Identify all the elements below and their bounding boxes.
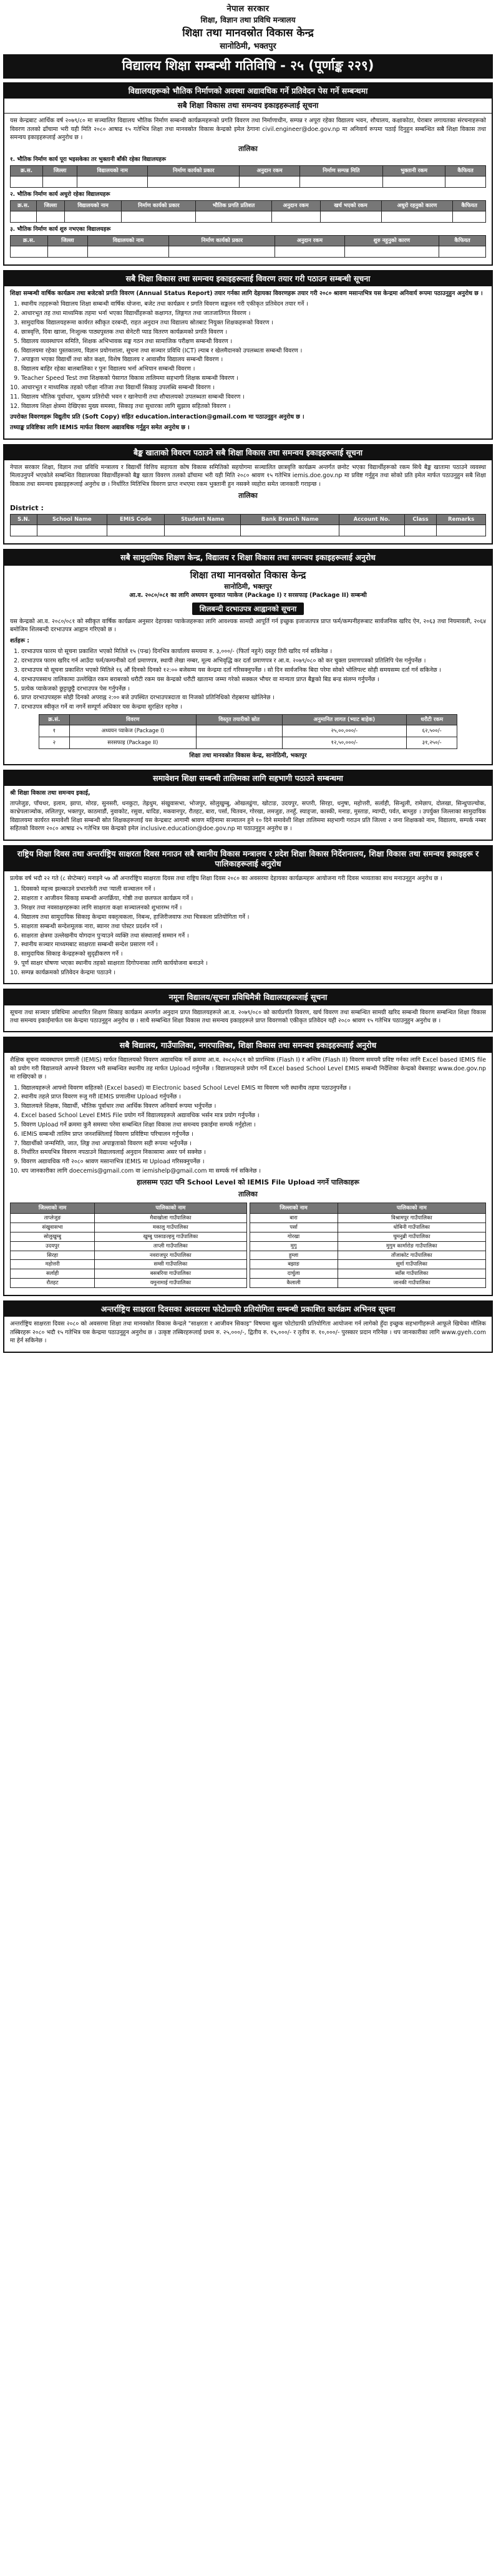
list-item: 10. थप जानकारीका लागि doecemis@gmail.com वा iemishelp@gmail.com मा सम्पर्क गर्न सकिनेछ । — [21, 1167, 486, 1175]
section-paragraph: सूचना तथा सञ्चार प्रविधिमा आधारित शिक्षण सिकाइ कार्यक्रम अन्तर्गत अनुदान प्राप्त विद्यालयहरूले आ.व. २०७९/०८० को कार्यप्रगति विवरण, खर्च विवरण तथा सम्बन्धित सामग्री खरिद सम्बन्धी विवरण सम्बन्धित शिक्षा विकास तथा समन्वय इकाईमार्फत यस केन्द्रमा पठाउनुहुन अनुरोध छ । साथै सम्बन्धित शिक्षा विकास तथा समन्वय इकाइहरूले प्राप्त विवरणको एकीकृत प्रतिवेदन यही २०८० श्रावण १५ गतेभित्र पठाउनुहुन अनुरोध छ । — [10, 1009, 486, 1024]
palika-tables — [10, 1201, 486, 1292]
list-item: 3. सामुदायिक विद्यालयहरूमा कार्यरत स्वीकृत दरबन्दी, राहत अनुदान तथा विद्यालय स्रोतबाट नियुक्त शिक्षकहरूको विवरण । — [21, 319, 486, 327]
table-row — [11, 1279, 247, 1288]
table-row — [11, 211, 486, 222]
th: शुरु नहुनुको कारण — [344, 235, 439, 246]
th: Remarks — [437, 515, 486, 525]
section-title: सबै विद्यालय, गाउँपालिका, नगरपालिका, शिक्षा विकास तथा समन्वय इकाइहरूलाई अनुरोध — [4, 1038, 492, 1053]
th: Student Name — [165, 515, 241, 525]
cell: बसबरिया गाउँपालिका — [95, 1269, 246, 1279]
section-paragraph: अन्तर्राष्ट्रिय साक्षरता दिवस २०८० को अवसरमा शिक्षा तथा मानवस्रोत विकास केन्द्रले "साक्षरता र आजीवन सिकाइ" विषयमा खुला फोटोग्राफी प्रतियोगिता आयोजना गर्न लागेको हुँदा इच्छुक सहभागीहरूले आफूले खिचेका मौलिक तस्बिरहरू २०८० भदौ १५ गतेभित्र यस केन्द्रमा पठाउनुहुन अनुरोध छ । उत्कृष्ट तस्बिरहरूलाई प्रथम रु. २५,०००/-, द्वितीय रु. १५,०००/- र तृतीय रु. १०,०००/- पुरस्कार प्रदान गरिनेछ । थप जानकारीका लागि www.gyeh.com मा हेर्न सकिनेछ । — [10, 1320, 486, 1345]
table-row — [11, 525, 486, 536]
th: धरौटी रकम — [407, 714, 457, 725]
th: विवरण — [69, 714, 196, 725]
cell: ३१,२५०/- — [407, 737, 457, 748]
th: जिल्ला — [43, 165, 77, 176]
table-caption: २. भौतिक निर्माण कार्य अधुरो रहेका विद्यालयहरू — [10, 191, 110, 198]
gov-line-2: शिक्षा, विज्ञान तथा प्रविधि मन्त्रालय — [200, 16, 296, 25]
th: जिल्ला — [48, 235, 88, 246]
section-paragraph: यस केन्द्रबाट आर्थिक वर्ष २०७९/८० मा सञ्चालित विद्यालय भौतिक निर्माण सम्बन्धी कार्यक्रमहरूको प्रगति विवरण तथा निर्माणाधीन, सम्पन्न र अपूरा रहेका विद्यालय भवन, शौचालय, कक्षाकोठा, घेराबार लगायतका संरचनाहरूको विवरण तलको ढाँचामा भरी यही मिति २०८० आषाढ १५ गतेभित्र शिक्षा तथा मानवस्रोत विकास केन्द्रको इमेल ठेगाना civil.engineer@doe.gov.np मा अनिवार्य रूपमा पठाई दिनुहुन सम्बन्धित सबै शिक्षा विकास तथा समन्वय इकाइहरूलाई अनुरोध छ । — [10, 117, 486, 141]
th: निर्माण सम्पन्न मिति — [299, 165, 382, 176]
section-title: विद्यालयहरूको भौतिक निर्माणको अवस्था अद्यावधिक गर्ने प्रतिवेदन पेस गर्ने सम्बन्धमा — [4, 84, 492, 99]
th: EMIS Code — [107, 515, 165, 525]
cell: ६२,५००/- — [407, 725, 457, 737]
list-item: 1. दरभाउपत्र फारम यो सूचना प्रकाशित भएको मितिले १५ (पन्ध्र) दिनभित्र कार्यालय समयमा रु. ३,०००/- (फिर्ता नहुने) दस्तुर तिरी खरिद गर्न सकिनेछ । — [21, 647, 486, 656]
list-item: 6. साक्षरता क्षेत्रमा उल्लेखनीय योगदान पुर्‍याउने व्यक्ति तथा संस्थालाई सम्मान गर्ने । — [21, 932, 486, 940]
table-incomplete — [10, 200, 486, 223]
page — [3, 0, 493, 1353]
district-label: District : — [10, 503, 44, 512]
list-item: 2. दरभाउपत्र फारम खरिद गर्न आउँदा फर्म/कम्पनीको दर्ता प्रमाणपत्र, स्थायी लेखा नम्बर, मूल्य अभिवृद्धि कर दर्ता प्रमाणपत्र र आ.व. २०७९/०८० को कर चुक्ता प्रमाणपत्रको प्रतिलिपि पेस गर्नुपर्नेछ । — [21, 657, 486, 665]
table-header-row — [11, 200, 486, 211]
inner-subtitle: सानोठिमी, भक्तपुर — [224, 582, 272, 591]
th: पालिकाको नाम — [95, 1203, 246, 1213]
item-list — [10, 300, 486, 410]
section-literacy-day — [3, 845, 493, 985]
section-subtitle: श्री शिक्षा विकास तथा समन्वय इकाई, — [10, 789, 90, 797]
list-item: 5. विद्यालय व्यवस्थापन समिति, शिक्षक अभिभावक सङ्घ गठन तथा सामाजिक परीक्षण सम्बन्धी विवरण । — [21, 337, 486, 346]
cell: संखुवासभा — [11, 1223, 95, 1232]
cell: १२,५०,०००/- — [282, 737, 407, 748]
cell: नवराजपुर गाउँपालिका — [95, 1251, 246, 1260]
section-title: नमूना विद्यालय/सूचना प्रविधिमैत्री विद्यालयहरूलाई सूचना — [4, 990, 492, 1005]
cell: सोलुखुम्बु — [11, 1232, 95, 1241]
th: क्र.स. — [11, 235, 48, 246]
palika-table-left — [10, 1203, 247, 1289]
list-item: 5. विवरण Upload गर्ने क्रममा कुनै समस्या परेमा सम्बन्धित शिक्षा विकास तथा समन्वय इकाईमा सम्पर्क गर्नुहोला । — [21, 1121, 486, 1129]
section-inclusive-training — [3, 770, 493, 841]
list-item: 4. Excel based School Level EMIS File प्रयोग गर्ने विद्यालयहरूले अद्यावधिक भर्सन मात्र प्रयोग गर्नुपर्नेछ । — [21, 1111, 486, 1120]
table-header-row — [11, 1203, 247, 1213]
th: अधुरो रहनुको कारण — [381, 200, 453, 211]
table-row — [250, 1241, 486, 1251]
th: खर्च भएको रकम — [320, 200, 381, 211]
section-title: समावेशन शिक्षा सम्बन्धी तालिमका लागि सहभागी पठाउने सम्बन्धमा — [4, 771, 492, 786]
th: विद्यालयको नाम — [77, 165, 148, 176]
cell: सूर्मा गाउँपालिका — [338, 1260, 485, 1269]
cell: मैवाखोला गाउँपालिका — [95, 1213, 246, 1223]
main-banner: विद्यालय शिक्षा सम्बन्धी गतिविधि - २५ (पूर्णाङ्क २२९) — [3, 54, 493, 79]
table-row — [250, 1232, 486, 1241]
bank-table — [10, 514, 486, 536]
section-intro: यस केन्द्रको आ.व. २०८०/०८१ को स्वीकृत वार्षिक कार्यक्रम अनुसार देहायका प्याकेजहरूका लागि आवश्यक सामग्री आपूर्ति गर्न इच्छुक इजाजतपत्र प्राप्त फर्म/कम्पनीहरूबाट सार्वजनिक खरिद ऐन, २०६३ तथा नियमावली, २०६४ बमोजिम शिलबन्दी दरभाउपत्र आह्वान गरिएको छ । — [10, 618, 486, 634]
table-row — [11, 1213, 247, 1223]
table-caption: ३. भौतिक निर्माण कार्य शुरु नभएका विद्यालयहरू — [10, 226, 111, 233]
list-item: 1. दिवसको महत्त्व झल्काउने प्रभातफेरी तथा र्‍याली सञ्चालन गर्ने । — [21, 885, 486, 893]
cell: अध्ययन प्याकेज (Package I) — [69, 725, 196, 737]
table-row — [11, 1241, 247, 1251]
cell: खुम्बु पासाङल्हमु गाउँपालिका — [95, 1232, 246, 1241]
th: भौतिक प्रगति प्रतिशत — [196, 200, 271, 211]
cell: धोबिनी गाउँपालिका — [338, 1223, 485, 1232]
list-item: 3. निरक्षर तथा नवसाक्षरहरूका लागि साक्षरता कक्षा सञ्चालनको शुभारम्भ गर्ने । — [21, 904, 486, 912]
cell: सम्सी गाउँपालिका — [95, 1260, 246, 1269]
cell: २५,००,०००/- — [282, 725, 407, 737]
list-item: 12. विद्यालय शिक्षा क्षेत्रमा देखिएका मुख्य समस्या, सिकाइ तथा सुधारका लागि सुझाव सहितको विवरण । — [21, 402, 486, 410]
section-intro: शैक्षिक सूचना व्यवस्थापन प्रणाली (IEMIS) मार्फत विद्यालयको विवरण अद्यावधिक गर्ने क्रममा आ.व. २०८०/०८१ को प्रारम्भिक (Flash I) र अन्तिम (Flash II) विवरण समयमै प्रविष्ट गर्नका लागि Excel based IEMIS file को प्रयोग गरी विद्यालयले आफ्नो विवरण भरी सम्बन्धित स्थानीय तह मार्फत Upload गर्नुपर्नेछ । विद्यालयहरूले प्रयोग गर्ने Excel based School Level EMIS सम्बन्धी निर्देशिका केन्द्रको वेबसाइट www.doe.gov.np मा राखिएको छ । — [10, 1057, 486, 1081]
section-annual-status — [3, 270, 493, 440]
th: निर्माण कार्यको प्रकार — [148, 165, 240, 176]
signature: शिक्षा तथा मानवस्रोत विकास केन्द्र, सानोठिमी, भक्तपुर — [189, 752, 307, 760]
section-building-report — [3, 82, 493, 266]
th: पालिकाको नाम — [338, 1203, 485, 1213]
cell: बारा — [250, 1213, 338, 1223]
th: क्र.स. — [11, 200, 37, 211]
conditions-list — [10, 647, 486, 711]
section-photo-contest — [3, 1300, 493, 1352]
table-row — [11, 1223, 247, 1232]
gov-line-1: नेपाल सरकार — [226, 4, 270, 14]
section-intro: प्रत्येक वर्ष भदौ २२ गते (८ सेप्टेम्बर) मनाइने ५७ औं अन्तर्राष्ट्रिय साक्षरता दिवस तथा राष्ट्रिय शिक्षा दिवस २०८० का अवसरमा देहायका कार्यक्रमहरू आयोजना गरी दिवस भव्यताका साथ मनाउनुहुन अनुरोध छ । — [10, 875, 442, 882]
table-header-row — [11, 515, 486, 525]
th: जिल्लाको नाम — [11, 1203, 95, 1213]
th: विस्तृत तयारीको स्रोत — [196, 714, 282, 725]
section-intro: शिक्षा सम्बन्धी वार्षिक कार्यक्रम तथा बजेटको प्रगति विवरण (Annual Status Report) तयार गर्नका लागि देहायका विवरणहरू तयार गरी २०८० श्रावण मसान्तभित्र यस केन्द्रमा अनिवार्य रूपमा पठाउनुहुन अनुरोध छ । — [10, 289, 483, 297]
list-item: 3. विद्यालयले शिक्षक, विद्यार्थी, भौतिक पूर्वाधार तथा आर्थिक विवरण अनिवार्य रूपमा भर्नुपर्नेछ । — [21, 1102, 486, 1110]
cell: जानकी गाउँपालिका — [338, 1279, 485, 1288]
cell: सिरहा — [11, 1251, 95, 1260]
th: Bank Branch Name — [241, 515, 339, 525]
cell: कैलाली — [250, 1279, 338, 1288]
table-title: तालिका — [238, 145, 258, 153]
section-paragraph: ताप्लेजुङ, पाँचथर, इलाम, झापा, मोरङ, सुनसरी, धनकुटा, तेह्रथुम, संखुवासभा, भोजपुर, सोलुखुम्बु, ओखलढुंगा, खोटाङ, उदयपुर, सप्तरी, सिरहा, धनुषा, महोत्तरी, सर्लाही, सिन्धुली, रामेछाप, दोलखा, सिन्धुपाल्चोक, काभ्रेपलाञ्चोक, ललितपुर, भक्तपुर, काठमाडौं, नुवाकोट, रसुवा, धादिङ, मकवानपुर, रौतहट, बारा, पर्सा, चितवन, गोरखा, लमजुङ, तनहुँ, स्याङ्जा, कास्की, मनाङ, मुस्ताङ, म्याग्दी, पर्वत, बाग्लुङ । उपर्युक्त जिल्लाका सामुदायिक विद्यालयमा कार्यरत समावेशी शिक्षा सम्बन्धी स्रोत शिक्षकहरूलाई यस केन्द्रबाट आगामी श्रावण महिनामा सञ्चालन हुने १० दिने समावेशी शिक्षा तालिममा सहभागी गराउन प्रति जिल्ला २ जना शिक्षकको नाम, विद्यालय, सम्पर्क नम्बर सहितको विवरण २०८० आषाढ २५ गतेभित्र यस केन्द्रको इमेल inclusive.education@doe.gov.np मा पठाउनुहुन अनुरोध छ । — [10, 800, 486, 833]
inner-title: शिक्षा तथा मानवस्रोत विकास केन्द्र — [190, 569, 306, 581]
palika-table-right — [250, 1203, 487, 1289]
table-title: तालिका — [238, 1190, 258, 1199]
list-item: 6. IEMIS सम्बन्धी तालिम प्राप्त जनशक्तिलाई विवरण प्रविष्टिमा परिचालन गर्नुपर्नेछ । — [21, 1130, 486, 1138]
list-item: 7. दरभाउपत्र स्वीकृत गर्ने वा नगर्ने सम्पूर्ण अधिकार यस केन्द्रमा सुरक्षित रहनेछ । — [21, 703, 486, 711]
table-row — [11, 1232, 247, 1241]
list-item: 7. स्थानीय सञ्चार माध्यमबाट साक्षरता सम्बन्धी सन्देश प्रसारण गर्ने । — [21, 941, 486, 949]
table-row — [11, 176, 486, 187]
th: School Name — [37, 515, 107, 525]
th: भुक्तानी रकम — [382, 165, 445, 176]
table-row — [11, 1251, 247, 1260]
table-header-row — [39, 714, 457, 725]
th: विद्यालयको नाम — [87, 235, 169, 246]
item-list — [10, 885, 486, 977]
th: कैफियत — [439, 235, 486, 246]
list-item: 10. आधारभूत र माध्यमिक तहको परीक्षा नतिजा तथा विद्यार्थी सिकाइ उपलब्धि सम्बन्धी विवरण । — [21, 384, 486, 392]
th: Class — [404, 515, 437, 525]
th: अनुदान रकम — [240, 165, 299, 176]
gov-line-3: शिक्षा तथा मानवस्रोत विकास केन्द्र — [182, 27, 314, 40]
list-item: 5. साक्षरता सम्बन्धी सन्देशमूलक नारा, ब्यानर तथा पोस्टर प्रदर्शन गर्ने । — [21, 922, 486, 931]
table-header-row — [11, 165, 486, 176]
cell: यमुनामाई गाउँपालिका — [95, 1279, 246, 1288]
cell: पर्सा — [250, 1223, 338, 1232]
cell: ताप्ली गाउँपालिका — [95, 1241, 246, 1251]
cell: विश्रामपुर गाउँपालिका — [338, 1213, 485, 1223]
cell: ताप्लेजुङ — [11, 1213, 95, 1223]
cell: सर्लाही — [11, 1269, 95, 1279]
cell: बझाङ — [250, 1260, 338, 1269]
cell: गोरखा — [250, 1232, 338, 1241]
list-item: 10. सम्पन्न कार्यक्रमको प्रतिवेदन केन्द्रमा पठाउने । — [21, 969, 486, 977]
table-caption: हालसम्म एउटा पनि School Level को IEMIS File Upload नगर्ने पालिकाहरू — [137, 1178, 359, 1187]
cell: रौतहट — [11, 1279, 95, 1288]
table-row — [250, 1260, 486, 1269]
cell: दार्चुला — [250, 1269, 338, 1279]
th: क्र.सं. — [39, 714, 69, 725]
section-title: बैङ्क खाताको विवरण पठाउने सबै शिक्षा विकास तथा समन्वय इकाइहरूलाई सूचना — [4, 445, 492, 460]
cell — [196, 737, 282, 748]
list-item: 8. निर्धारित समयभित्र विवरण नपठाउने विद्यालयलाई अनुदान निकासामा असर पर्न सक्नेछ । — [21, 1148, 486, 1156]
table-row — [250, 1251, 486, 1260]
th: विद्यालयको नाम — [64, 200, 122, 211]
list-item: 4. दरभाउपत्रसाथ तालिकामा उल्लेखित रकम बराबरको धरौटी रकम यस केन्द्रको धरौटी खातामा जम्मा गरेको सक्कल भौचर वा मान्यता प्राप्त बैङ्कको बिड बन्ड संलग्न गर्नुपर्नेछ । — [21, 675, 486, 684]
list-item: 6. प्राप्त दरभाउपत्रहरू सोही दिनको अपराह्न २:०० बजे उपस्थित दरभाउपत्रदाता वा निजको प्रतिनिधिको रोहबरमा खोलिनेछ । — [21, 694, 486, 702]
cell: उदयपुर — [11, 1241, 95, 1251]
list-item: 9. पूर्ण साक्षर घोषणा भएका स्थानीय तहको साक्षरता दिगोपनाका लागि कार्ययोजना बनाउने । — [21, 959, 486, 967]
section-footer: उपरोक्त विवरणहरू विद्युतीय प्रति (Soft Copy) सहित education.interaction@gmail.com मा पठाउनुहुन अनुरोध छ । — [10, 413, 304, 420]
table-row — [39, 725, 457, 737]
table-row — [250, 1213, 486, 1223]
section-title: राष्ट्रिय शिक्षा दिवस तथा अन्तर्राष्ट्रिय साक्षरता दिवस मनाउन सबै स्थानीय विकास मन्त्रालय र प्रदेश शिक्षा विकास निर्देशनालय, शिक्षा विकास तथा समन्वय इकाइहरू र पालिकाहरूलाई अनुरोध — [4, 846, 492, 872]
section-ict-schools — [3, 989, 493, 1032]
notice-pill: शिलबन्दी दरभाउपत्र आह्वानको सूचना — [192, 603, 304, 615]
table-row — [250, 1223, 486, 1232]
table-title: तालिका — [238, 491, 258, 500]
cell: १ — [39, 725, 69, 737]
th: कैफियत — [453, 200, 486, 211]
th: कैफियत — [445, 165, 486, 176]
cell: २ — [39, 737, 69, 748]
table-row — [39, 737, 457, 748]
table-row — [11, 1269, 247, 1279]
table-caption: १. भौतिक निर्माण कार्य पूरा भइसकेका तर भुक्तानी बाँकी रहेका विद्यालयहरू — [10, 156, 167, 163]
table-not-started — [10, 235, 486, 258]
table-row — [250, 1279, 486, 1288]
th: निर्माण कार्यको प्रकार — [169, 235, 275, 246]
package-table — [39, 714, 457, 750]
list-item: 8. सामुदायिक सिकाइ केन्द्रहरूको सुदृढीकरण गर्ने । — [21, 950, 486, 958]
list-item: 1. विद्यालयहरूले आफ्नो विवरण सहितको (Excel based) वा Electronic based School Level EMIS मा विवरण भरी स्थानीय तहमा पठाउनुपर्नेछ । — [21, 1084, 486, 1092]
table-row — [11, 1260, 247, 1269]
table-header-row — [250, 1203, 486, 1213]
table-header-row — [11, 235, 486, 246]
list-item: 8. विद्यालय बाहिर रहेका बालबालिका र पुनः विद्यालय भर्ना अभियान सम्बन्धी विवरण । — [21, 365, 486, 373]
list-item: 1. स्थानीय तहहरूको विद्यालय शिक्षा सम्बन्धी वार्षिक योजना, बजेट तथा कार्यक्रम र प्रगति विवरण सङ्कलन गरी एकीकृत प्रतिवेदन तयार गर्ने । — [21, 300, 486, 308]
list-item: 7. विद्यार्थीको जन्ममिति, जात, लिङ्ग तथा अपाङ्गताको विवरण सही रूपमा भर्नुपर्नेछ । — [21, 1140, 486, 1148]
table-row — [250, 1269, 486, 1279]
cell: सरसफाइ (Package II) — [69, 737, 196, 748]
list-item: 2. आधारभूत तह तथा माध्यमिक तहमा भर्ना भएका विद्यार्थीहरूको कक्षागत, लिङ्गगत तथा जातजातिगत विवरण । — [21, 309, 486, 317]
section-paragraph: नेपाल सरकार शिक्षा, विज्ञान तथा प्रविधि मन्त्रालय र विद्यार्थी वित्तिय सहायता कोष विकास समितिको सहयोगमा सञ्चालित छात्रवृत्ति कार्यक्रम अन्तर्गत छनोट भएका विद्यार्थीहरूको रकम सिधै बैङ्क खातामा पठाउने व्यवस्था मिलाउनुपर्ने भएकोले सम्बन्धित विद्यालयका विद्यार्थीहरूको बैङ्क खाता विवरण तलको ढाँचामा भरी यही मिति २०८० श्रावण १५ गतेभित्र iemis.doe.gov.np मा प्रविष्ट गर्नुहुन तथा सोको प्रति इमेल मार्फत पठाउनुहुन सबै शिक्षा विकास तथा समन्वय इकाइहरूलाई अनुरोध छ । निर्धारित मितिभित्र विवरण प्राप्त नभएमा रकम भुक्तानी हुन नसक्ने व्यहोरा समेत जानकारी गराइन्छ । — [10, 463, 486, 488]
section-title: अन्तर्राष्ट्रिय साक्षरता दिवसका अवसरमा फोटोग्राफी प्रतियोगिता सम्बन्धी प्रकाशित कार्यक्रम अभिनव सूचना — [4, 1302, 492, 1317]
section-bank-details — [3, 444, 493, 545]
cell: मकालु गाउँपालिका — [95, 1223, 246, 1232]
th: निर्माण कार्यको प्रकार — [122, 200, 196, 211]
cell: ताँजाकोट गाउँपालिका — [338, 1251, 485, 1260]
th: क्र.स. — [11, 165, 43, 176]
item-list — [10, 1084, 486, 1176]
gov-line-4: सानोठिमी, भक्तपुर — [220, 41, 276, 51]
cell: हुम्ला — [250, 1251, 338, 1260]
list-item: 5. प्रत्येक प्याकेजको छुट्टाछुट्टै दरभाउपत्र पेस गर्नुपर्नेछ । — [21, 685, 486, 693]
list-item: 2. स्थानीय तहले प्राप्त विवरण रुजु गरी IEMIS प्रणालीमा Upload गर्नुपर्नेछ । — [21, 1093, 486, 1101]
th: जिल्लाको नाम — [250, 1203, 338, 1213]
list-item: 9. विवरण अद्यावधिक गरी २०८० श्रावण मसान्तभित्र IEMIS मा Upload गरिसक्नुपर्नेछ । — [21, 1158, 486, 1166]
section-iemis — [3, 1037, 493, 1296]
th: Account No. — [339, 515, 405, 525]
table-completed — [10, 165, 486, 188]
list-item: 9. Teacher Speed Test तथा शिक्षकको पेसागत विकास तालिममा सहभागी शिक्षक सम्बन्धी विवरण । — [21, 374, 486, 382]
section-title: सबै सामुदायिक शिक्षण केन्द्र, विद्यालय र शिक्षा विकास तथा समन्वय इकाइहरूलाई अनुरोध — [4, 550, 492, 565]
section-tender-notice — [3, 549, 493, 765]
table-row — [11, 246, 486, 257]
cell: ब्याँस गाउँपालिका — [338, 1269, 485, 1279]
th: अनुदान रकम — [271, 200, 320, 211]
section-note: तथ्याङ्क प्रविष्टिका लागि IEMIS मार्फत विवरण अद्यावधिक गर्नुहुन समेत अनुरोध छ । — [10, 424, 190, 432]
section-title: सबै शिक्षा विकास तथा समन्वय इकाइहरूलाई विवरण तयार गरी पठाउन सम्बन्धी सूचना — [4, 271, 492, 286]
th: S.N. — [11, 515, 37, 525]
th: जिल्ला — [37, 200, 65, 211]
list-item: 3. दरभाउपत्र यो सूचना प्रकाशित भएको मितिले १६ औं दिनको दिनको १२:०० बजेसम्म यस केन्द्रमा दर्ता गरिसक्नुपर्नेछ । सो दिन सार्वजनिक बिदा परेमा सोको भोलिपल्ट सोही समयसम्म दर्ता गर्न सकिनेछ । — [21, 666, 486, 674]
government-header — [3, 4, 493, 52]
list-item: 4. विद्यालय तथा सामुदायिक सिकाइ केन्द्रमा वक्तृत्वकला, निबन्ध, हाजिरीजवाफ तथा चित्रकला प्रतियोगिता गर्ने । — [21, 913, 486, 921]
section-subtitle: सबै शिक्षा विकास तथा समन्वय इकाइहरूलाई सूचना — [4, 99, 492, 114]
cell: मुगु — [250, 1241, 338, 1251]
th: अनुमानित लागत (भ्याट बाहेक) — [282, 714, 407, 725]
list-item: 11. विद्यालय भौतिक पूर्वाधार, भूकम्प प्रतिरोधी भवन र खानेपानी तथा शौचालयको उपलब्धता सम्बन्धी विवरण । — [21, 393, 486, 401]
cell — [196, 725, 282, 737]
list-item: 6. विद्यालयमा रहेका पुस्तकालय, विज्ञान प्रयोगशाला, सूचना तथा सञ्चार प्रविधि (ICT) ल्याब र खेलमैदानको उपलब्धता सम्बन्धी विवरण । — [21, 347, 486, 355]
conditions-title: शर्तहरू : — [10, 637, 29, 644]
cell: मुगुम कार्मारोङ गाउँपालिका — [338, 1241, 485, 1251]
list-item: 4. छात्रवृत्ति, दिवा खाजा, निःशुल्क पाठ्यपुस्तक तथा सेनेटरी प्याड वितरण कार्यक्रमको प्रगति विवरण । — [21, 328, 486, 336]
th: अनुदान रकम — [275, 235, 344, 246]
notice-number: आ.व. २०८०/०८१ का लागि अध्ययन सुरुवात प्याकेज (Package I) र सरसफाइ (Package II) सम्बन्धी — [129, 592, 367, 599]
cell: महोत्तरी — [11, 1260, 95, 1269]
list-item: 2. साक्षरता र आजीवन सिकाइ सम्बन्धी अन्तर्क्रिया, गोष्ठी तथा छलफल कार्यक्रम गर्ने । — [21, 894, 486, 903]
list-item: 7. अपाङ्गता भएका विद्यार्थी तथा स्रोत कक्षा, विशेष विद्यालय र आवासीय विद्यालय सम्बन्धी विवरण । — [21, 356, 486, 364]
cell: चुमनुब्री गाउँपालिका — [338, 1232, 485, 1241]
